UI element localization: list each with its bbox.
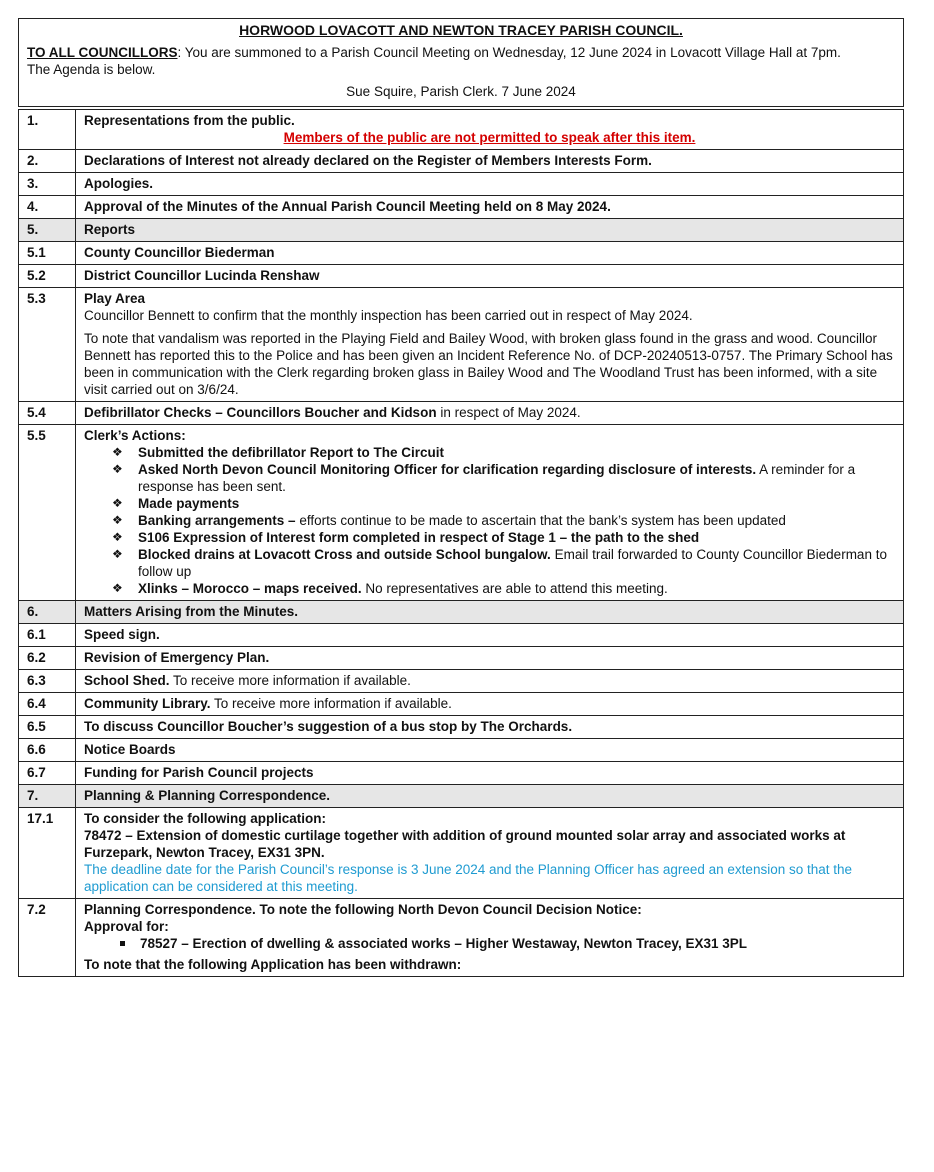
item-content xyxy=(76,110,904,150)
action-title: Asked North Devon Council Monitoring Officer for clarification regarding disclosure of interests. xyxy=(138,462,757,477)
item-content xyxy=(76,670,904,693)
agenda-row xyxy=(19,173,904,196)
public-speaking-note: Members of the public are not permitted to speak after this item. xyxy=(283,130,696,145)
diamond-bullet-icon: ❖ xyxy=(112,445,123,459)
list-item xyxy=(112,512,895,529)
agenda-row xyxy=(19,110,904,150)
item-title: Speed sign. xyxy=(76,624,904,647)
action-title: Submitted the defibrillator Report to The Circuit xyxy=(138,445,445,460)
summons-body: : You are summoned to a Parish Council Meeting on Wednesday, 12 June 2024 in Lovacott Village Hall at 7pm. xyxy=(177,45,841,60)
action-text: Email trail forwarded to County Councillor Biederman to follow up xyxy=(138,547,887,579)
action-title: Xlinks – Morocco – maps received. xyxy=(138,581,362,596)
agenda-row xyxy=(19,693,904,716)
item-number: 2. xyxy=(19,150,76,173)
item-title: District Councillor Lucinda Renshaw xyxy=(76,265,904,288)
item-title: School Shed. xyxy=(84,673,170,688)
agenda-row xyxy=(19,265,904,288)
item-number: 6.6 xyxy=(19,739,76,762)
item-text: Councillor Bennett to confirm that the monthly inspection has been carried out in respect of May 2024. xyxy=(84,308,693,323)
action-title: Banking arrangements – xyxy=(138,513,296,528)
item-number: 5.5 xyxy=(19,425,76,601)
agenda-row xyxy=(19,899,904,977)
item-title: Defibrillator Checks – Councillors Boucher and Kidson xyxy=(84,405,437,420)
item-title: Play Area xyxy=(84,291,146,306)
item-number: 1. xyxy=(19,110,76,150)
agenda-row xyxy=(19,150,904,173)
action-title: S106 Expression of Interest form completed in respect of Stage 1 – the path to the shed xyxy=(138,530,700,545)
agenda-table xyxy=(18,109,904,977)
action-title: Made payments xyxy=(138,496,240,511)
item-number: 5. xyxy=(19,219,76,242)
agenda-row xyxy=(19,762,904,785)
item-title: To discuss Councillor Boucher’s suggestion of a bus stop by The Orchards. xyxy=(76,716,904,739)
agenda-note: The Agenda is below. xyxy=(27,62,156,77)
item-number: 5.3 xyxy=(19,288,76,402)
list-item xyxy=(112,444,895,461)
item-title: Approval of the Minutes of the Annual Parish Council Meeting held on 8 May 2024. xyxy=(76,196,904,219)
action-text: A reminder for a response has been sent. xyxy=(138,462,856,494)
item-text: in respect of May 2024. xyxy=(436,405,581,420)
action-text: efforts continue to be made to ascertain that the bank’s system has been updated xyxy=(295,513,786,528)
decision-text: 78527 – Erection of dwelling & associated works – Higher Westaway, Newton Tracey, EX31 3PL xyxy=(140,936,747,951)
list-item xyxy=(140,935,895,952)
item-title: Declarations of Interest not already declared on the Register of Members Interests Form. xyxy=(76,150,904,173)
agenda-row xyxy=(19,808,904,899)
list-item xyxy=(112,495,895,512)
agenda-section-row xyxy=(19,601,904,624)
agenda-row xyxy=(19,739,904,762)
item-title: Planning Correspondence. To note the following North Devon Council Decision Notice: xyxy=(84,902,642,917)
diamond-bullet-icon: ❖ xyxy=(112,496,123,510)
item-number: 6.4 xyxy=(19,693,76,716)
item-title: Representations from the public. xyxy=(84,113,295,128)
item-number: 5.4 xyxy=(19,402,76,425)
list-item xyxy=(112,529,895,546)
list-item xyxy=(112,580,895,597)
item-number: 17.1 xyxy=(19,808,76,899)
item-title: Apologies. xyxy=(76,173,904,196)
diamond-bullet-icon: ❖ xyxy=(112,547,123,561)
list-item xyxy=(112,546,895,580)
agenda-row xyxy=(19,670,904,693)
diamond-bullet-icon: ❖ xyxy=(112,581,123,595)
item-content xyxy=(76,402,904,425)
council-title: HORWOOD LOVACOTT AND NEWTON TRACEY PARISH COUNCIL. xyxy=(239,22,683,38)
item-title: Notice Boards xyxy=(76,739,904,762)
section-title: Planning & Planning Correspondence. xyxy=(76,785,904,808)
agenda-row xyxy=(19,242,904,265)
agenda-row xyxy=(19,402,904,425)
agenda-header xyxy=(18,18,904,107)
item-content xyxy=(76,693,904,716)
item-text: To note that vandalism was reported in the Playing Field and Bailey Wood, with broken glass found in the grass and wood. Councillor Bennett has reported this to the Police and has been given an Incident Reference No. of DCP-20240513-0757. The Primary School has been in communication with the Clerk regarding broken glass in Bailey Wood and The Woodland Trust has been informed, with a site visit carried out on 3/6/24. xyxy=(84,331,893,397)
diamond-bullet-icon: ❖ xyxy=(112,530,123,544)
approval-label: Approval for: xyxy=(84,919,169,934)
item-title: Clerk’s Actions: xyxy=(84,428,186,443)
agenda-row xyxy=(19,425,904,601)
item-title: Revision of Emergency Plan. xyxy=(76,647,904,670)
item-number: 6.3 xyxy=(19,670,76,693)
agenda-row xyxy=(19,624,904,647)
item-number: 6.1 xyxy=(19,624,76,647)
agenda-row xyxy=(19,288,904,402)
item-number: 5.2 xyxy=(19,265,76,288)
item-number: 6. xyxy=(19,601,76,624)
item-number: 4. xyxy=(19,196,76,219)
application-text: 78472 – Extension of domestic curtilage together with addition of ground mounted solar array and associated works at Furzepark, Newton Tracey, EX31 3PN. xyxy=(84,828,846,860)
item-number: 6.5 xyxy=(19,716,76,739)
item-title: County Councillor Biederman xyxy=(76,242,904,265)
diamond-bullet-icon: ❖ xyxy=(112,513,123,527)
item-number: 6.2 xyxy=(19,647,76,670)
action-text: No representatives are able to attend this meeting. xyxy=(361,581,668,596)
agenda-row xyxy=(19,716,904,739)
item-title: Funding for Parish Council projects xyxy=(76,762,904,785)
agenda-row xyxy=(19,196,904,219)
item-number: 6.7 xyxy=(19,762,76,785)
square-bullet-icon xyxy=(120,941,125,946)
deadline-note: The deadline date for the Parish Council’s response is 3 June 2024 and the Planning Officer has agreed an extension so that the application can be considered at this meeting. xyxy=(84,862,853,894)
item-title: To consider the following application: xyxy=(84,811,326,826)
summons-label: TO ALL COUNCILLORS xyxy=(27,45,178,60)
section-title: Matters Arising from the Minutes. xyxy=(76,601,904,624)
section-title: Reports xyxy=(76,219,904,242)
agenda-section-row xyxy=(19,219,904,242)
item-number: 7. xyxy=(19,785,76,808)
agenda-section-row xyxy=(19,785,904,808)
list-item xyxy=(112,461,895,495)
item-content xyxy=(76,288,904,402)
clerk-signature: Sue Squire, Parish Clerk. 7 June 2024 xyxy=(346,84,576,99)
withdrawn-label: To note that the following Application has been withdrawn: xyxy=(84,957,462,972)
item-content xyxy=(76,425,904,601)
diamond-bullet-icon: ❖ xyxy=(112,462,123,476)
agenda-page xyxy=(18,18,904,977)
item-text: To receive more information if available. xyxy=(169,673,411,688)
item-number: 5.1 xyxy=(19,242,76,265)
clerk-actions-list xyxy=(84,444,895,597)
item-content xyxy=(76,808,904,899)
item-content xyxy=(76,899,904,977)
agenda-row xyxy=(19,647,904,670)
item-number: 7.2 xyxy=(19,899,76,977)
item-text: To receive more information if available. xyxy=(210,696,452,711)
item-number: 3. xyxy=(19,173,76,196)
action-title: Blocked drains at Lovacott Cross and outside School bungalow. xyxy=(138,547,551,562)
summons-text xyxy=(27,44,895,61)
decision-list xyxy=(84,935,895,952)
item-title: Community Library. xyxy=(84,696,211,711)
